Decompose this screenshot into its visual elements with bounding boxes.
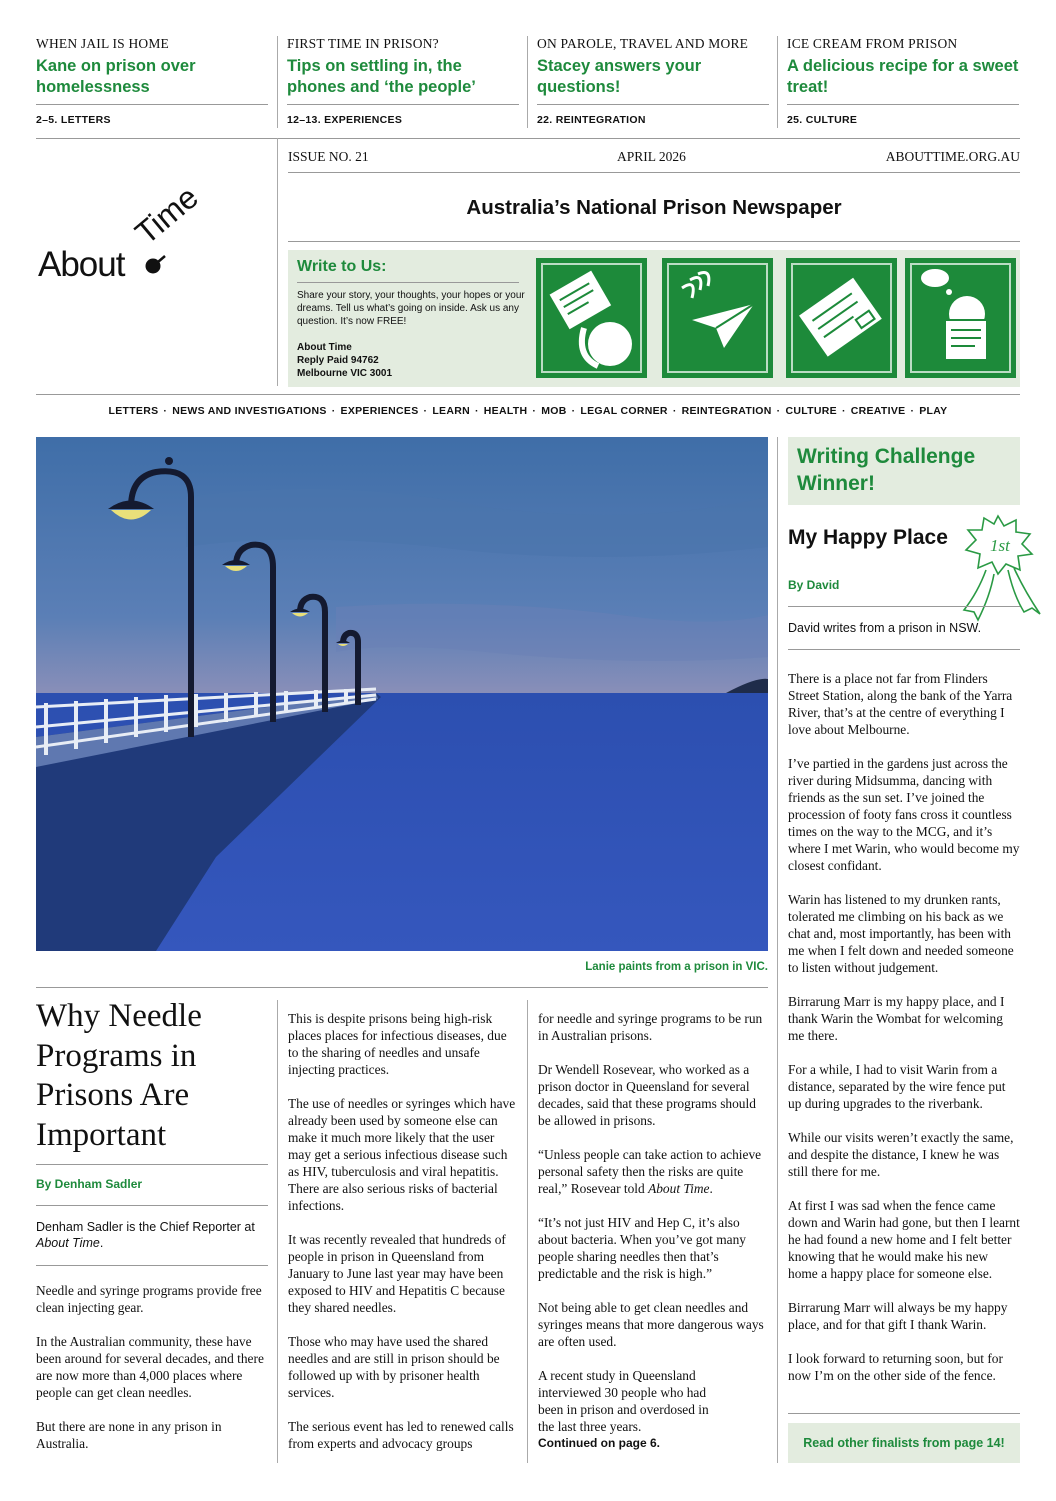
- quote-end: .: [709, 1181, 713, 1196]
- article-column-3: [538, 1010, 770, 1452]
- divider: [788, 606, 1020, 607]
- author-note-end: .: [99, 1236, 104, 1250]
- website-link[interactable]: ABOUTTIME.ORG.AU: [885, 149, 1020, 164]
- nav-item-creative[interactable]: CREATIVE: [850, 405, 906, 417]
- issue-date: APRIL 2026: [617, 149, 686, 164]
- nav-item-culture[interactable]: CULTURE: [785, 405, 837, 417]
- teaser-section: 25. CULTURE: [787, 114, 858, 126]
- divider: [537, 104, 769, 105]
- letter-phone-illustration: [536, 258, 647, 378]
- article-paragraph: It was recently revealed that hundreds of people in prison in Queensland from January to June last year may have been exposed to HIV and Hepatitis C because they shared needles.: [288, 1232, 506, 1315]
- writing-challenge-title: Writing Challenge Winner!: [797, 445, 976, 495]
- publication-name: About Time: [36, 1236, 100, 1250]
- article-paragraph: But there are none in any prison in Australia.: [36, 1419, 222, 1451]
- article-paragraph: Those who may have used the shared needles and are still in prison should be followed up with by prisoner health services.: [288, 1334, 500, 1400]
- article-column-1: [36, 1282, 272, 1469]
- read-finalists-link[interactable]: Read other finalists from page 14!: [788, 1423, 1020, 1463]
- article-author-note: [36, 1219, 268, 1251]
- nav-item-learn[interactable]: LEARN: [432, 405, 470, 417]
- story-paragraph: While our visits weren’t exactly the same, and despite the distance, I knew he was still there for me.: [788, 1130, 1014, 1179]
- divider: [297, 282, 519, 283]
- story-title: My Happy Place: [788, 526, 948, 549]
- mailing-address: [297, 341, 392, 380]
- person-reading-illustration: [905, 258, 1016, 378]
- publication-name: About Time: [648, 1181, 710, 1196]
- article-paragraph: In the Australian community, these have been around for several decades, and there are now more than 4,000 places where people can get clean needles.: [36, 1334, 264, 1400]
- logo[interactable]: [36, 178, 268, 295]
- teaser-1[interactable]: [36, 36, 268, 126]
- divider: [36, 104, 268, 105]
- divider: [277, 1000, 278, 1463]
- pier-painting: [36, 437, 768, 951]
- divider: [36, 1265, 268, 1266]
- nav-item-legal-corner[interactable]: LEGAL CORNER: [580, 405, 668, 417]
- article-paragraph: The use of needles or syringes which have already been used by someone else can make it much more likely that the user may get a serious infectious disease such as HIV, tuberculosis and viral hepatitis. There are also serious risks of bacterial infections.: [288, 1096, 516, 1213]
- teaser-kicker: WHEN JAIL IS HOME: [36, 36, 170, 51]
- story-paragraph: For a while, I had to visit Warin from a distance, separated by the wire fence put up during upgrades to the riverbank.: [788, 1062, 1006, 1111]
- logo-time: Time: [128, 178, 205, 252]
- logo-word: About: [38, 245, 125, 284]
- issue-number: ISSUE NO. 21: [288, 149, 369, 164]
- article-paragraph: Needle and syringe programs provide free clean injecting gear.: [36, 1283, 262, 1315]
- story-body: [788, 670, 1020, 1401]
- address-line: Melbourne VIC 3001: [297, 368, 393, 379]
- write-to-us-panel: [288, 250, 1020, 387]
- nav-item-health[interactable]: HEALTH: [483, 405, 528, 417]
- story-paragraph: Birrarung Marr will always be my happy place, and for that gift I thank Warin.: [788, 1300, 1008, 1332]
- teaser-section: 22. REINTEGRATION: [537, 114, 646, 126]
- write-to-us-body: Share your story, your thoughts, your hopes or your dreams. Tell us what’s going on inside. Ask us any question. It’s now FREE!: [297, 290, 525, 327]
- envelope-illustration: [786, 258, 897, 378]
- section-nav: LETTERS · NEWS AND INVESTIGATIONS · EXPERIENCES · LEARN · HEALTH · MOB · LEGAL CORNER · REINTEGRATION · CULTURE · CREATIVE · PLAY: [108, 405, 948, 417]
- ribbon-label: 1st: [990, 536, 1010, 555]
- story-paragraph: Birrarung Marr is my happy place, and I thank Warin the Wombat for welcoming me there.: [788, 994, 1005, 1043]
- nav-item-news[interactable]: NEWS AND INVESTIGATIONS: [172, 405, 327, 417]
- continued-link[interactable]: Continued on page 6.: [538, 1436, 660, 1450]
- article-paragraph: This is despite prisons being high-risk places places for infectious diseases, due to the sharing of needles and unsafe injecting practices.: [288, 1011, 507, 1077]
- teaser-headline[interactable]: Stacey answers your questions!: [537, 57, 702, 96]
- teaser-2[interactable]: [287, 36, 519, 126]
- tagline: Australia’s National Prison Newspaper: [466, 196, 842, 219]
- article-paragraph: The serious event has led to renewed calls from experts and advocacy groups: [288, 1419, 514, 1451]
- divider: [287, 104, 519, 105]
- address-line: About Time: [297, 342, 352, 353]
- article-paragraph: A recent study in Queensland interviewed 30 people who had been in prison and overdosed in the last three years.: [538, 1368, 709, 1434]
- author-note-text: Denham Sadler is the Chief Reporter at: [36, 1220, 255, 1234]
- writing-challenge-banner: [788, 437, 1020, 505]
- teaser-section: 2–5. LETTERS: [36, 114, 111, 126]
- clock-dot-icon: [140, 253, 166, 277]
- divider: [777, 437, 778, 1463]
- address-line: Reply Paid 94762: [297, 355, 379, 366]
- article-title: Why Needle Programs in Prisons Are Important: [36, 998, 202, 1153]
- story-author-note: David writes from a prison in NSW.: [788, 621, 982, 635]
- quote-text: “Unless people can take action to achieve personal safety then the risks are quite real,” Rosevear told: [538, 1147, 762, 1196]
- story-paragraph: There is a place not far from Flinders Street Station, along the bank of the Yarra River, that’s at the centre of everything I love about Melbourne.: [788, 671, 1013, 737]
- nav-item-letters[interactable]: LETTERS: [108, 405, 159, 417]
- divider: [36, 1205, 268, 1206]
- story-paragraph: Warin has listened to my drunken rants, tolerated me climbing on his back as we chat and, most importantly, has been with me when I felt down and needed someone to listen without judgement.: [788, 892, 1014, 975]
- divider: [788, 1413, 1020, 1414]
- teaser-4[interactable]: [787, 36, 1019, 126]
- article-paragraph: for needle and syringe programs to be run in Australian prisons.: [538, 1011, 763, 1043]
- teaser-3[interactable]: [537, 36, 769, 126]
- article-paragraph: [538, 1146, 770, 1197]
- divider: [527, 36, 528, 128]
- nav-item-play[interactable]: PLAY: [919, 405, 948, 417]
- divider: [36, 138, 1020, 139]
- divider: [277, 138, 278, 386]
- teaser-headline[interactable]: Kane on prison over homelessness: [36, 57, 196, 96]
- divider: [36, 987, 768, 988]
- teaser-headline[interactable]: Tips on settling in, the phones and ‘the people’: [287, 57, 476, 96]
- divider: [787, 104, 1019, 105]
- teaser-headline[interactable]: A delicious recipe for a sweet treat!: [787, 57, 1019, 96]
- story-paragraph: I look forward to returning soon, but for now I’m on the other side of the fence.: [788, 1351, 1003, 1383]
- teaser-kicker: ICE CREAM FROM PRISON: [787, 36, 958, 51]
- divider: [277, 36, 278, 128]
- divider: [527, 1000, 528, 1463]
- teaser-kicker: ON PAROLE, TRAVEL AND MORE: [537, 36, 749, 51]
- divider: [288, 241, 1020, 242]
- paper-plane-illustration: [662, 258, 773, 378]
- teaser-section: 12–13. EXPERIENCES: [287, 114, 403, 126]
- nav-item-experiences[interactable]: EXPERIENCES: [340, 405, 419, 417]
- divider: [36, 1164, 268, 1165]
- nav-item-mob[interactable]: MOB: [541, 405, 567, 417]
- article-paragraph: Not being able to get clean needles and syringes means that more dangerous ways are often used.: [538, 1300, 764, 1349]
- story-paragraph: At first I was sad when the fence came down and Warin had gone, but then I learnt he had found a new home and I felt better knowing that he would make his new home a happy place for someone else.: [788, 1198, 1020, 1281]
- divider: [288, 172, 1020, 173]
- nav-item-reintegration[interactable]: REINTEGRATION: [681, 405, 772, 417]
- article-paragraph: Dr Wendell Rosevear, who worked as a prison doctor in Queensland for several decades, said that these programs should be allowed in prisons.: [538, 1062, 756, 1128]
- story-byline: By David: [788, 578, 840, 592]
- painting-caption: Lanie paints from a prison in VIC.: [585, 961, 768, 973]
- story-paragraph: I’ve partied in the gardens just across the river during Midsumma, dancing with friends as the sun set. I’ve joined the procession of footy fans cross it countless times on the way to the MCG, and it’s where I met Warin, who would become my closest confidant.: [788, 756, 1020, 873]
- divider: [777, 36, 778, 128]
- divider: [36, 394, 1020, 395]
- divider: [788, 649, 1020, 650]
- teaser-kicker: FIRST TIME IN PRISON?: [287, 36, 439, 51]
- article-byline: By Denham Sadler: [36, 1177, 143, 1191]
- article-paragraph: “It’s not just HIV and Hep C, it’s also about bacteria. When you’ve got many people sharing needles then that’s predictable and the risk is high.”: [538, 1215, 746, 1281]
- article-column-2: [288, 1010, 520, 1469]
- write-to-us-title: Write to Us:: [297, 258, 387, 275]
